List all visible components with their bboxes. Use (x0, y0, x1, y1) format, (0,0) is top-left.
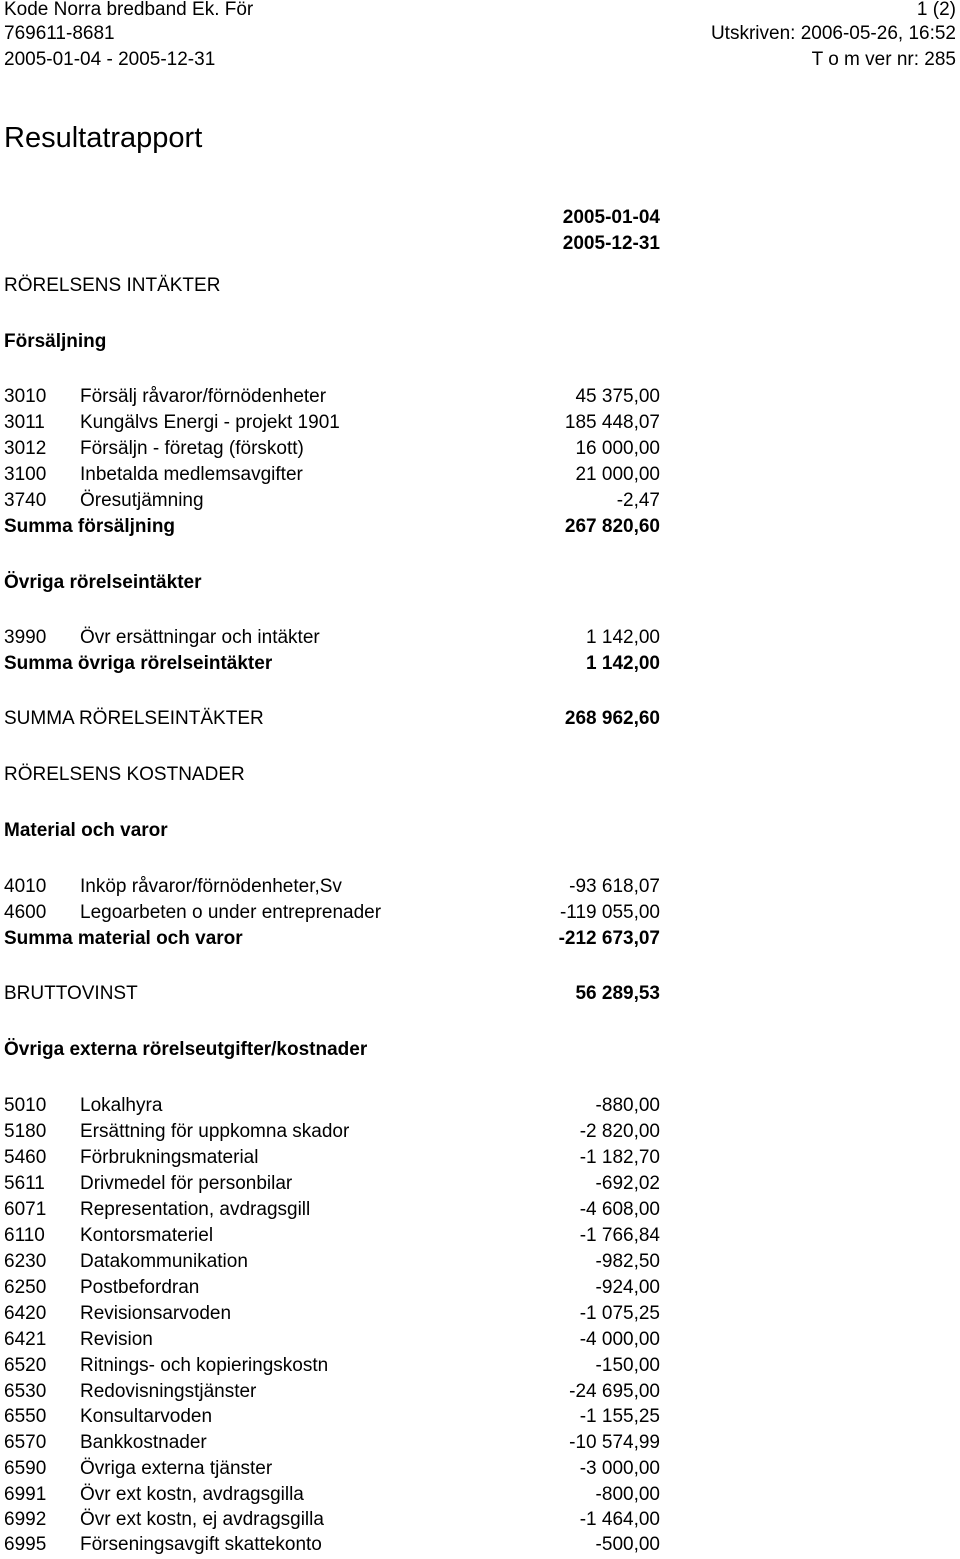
sum-label: SUMMA RÖRELSEINTÄKTER (4, 708, 264, 729)
account-value: -4 000,00 (579, 1329, 660, 1350)
table-row (4, 1301, 660, 1327)
account-value: -1 464,00 (579, 1509, 660, 1530)
table-row (4, 384, 660, 410)
printed-timestamp: Utskriven: 2006-05-26, 16:52 (710, 23, 956, 44)
account-name: Övriga externa tjänster (80, 1458, 273, 1479)
account-value: -982,50 (595, 1251, 660, 1272)
org-number: 769611-8681 (4, 23, 115, 44)
account-name: Kontorsmateriel (80, 1225, 214, 1246)
account-code: 6992 (4, 1509, 47, 1530)
account-value: -2 820,00 (579, 1121, 660, 1142)
account-value: -1 075,25 (579, 1303, 660, 1324)
account-name: Ersättning för uppkomna skador (80, 1121, 350, 1142)
account-value: -924,00 (595, 1277, 660, 1298)
account-value: -1 155,25 (579, 1406, 660, 1427)
account-code: 6995 (4, 1534, 47, 1555)
account-value: -800,00 (595, 1484, 660, 1505)
account-name: Kungälvs Energi - projekt 1901 (80, 412, 340, 433)
account-name: Övr ext kostn, ej avdragsgilla (80, 1509, 324, 1530)
account-code: 5180 (4, 1121, 47, 1142)
account-code: 5611 (4, 1173, 45, 1194)
table-row (4, 1456, 660, 1482)
sum-value: 1 142,00 (586, 653, 660, 674)
account-name: Förseningsavgift skattekonto (80, 1534, 322, 1555)
table-row (4, 900, 660, 926)
table-row (4, 1507, 660, 1533)
account-name: Övr ersättningar och intäkter (80, 627, 320, 648)
account-value: -2,47 (616, 490, 660, 511)
account-name: Inköp råvaror/förnödenheter,Sv (80, 876, 342, 897)
account-value: -150,00 (595, 1355, 660, 1376)
sum-label: Summa försäljning (4, 516, 176, 537)
account-name: Försäljn - företag (förskott) (80, 438, 304, 459)
account-name: Öresutjämning (80, 490, 204, 511)
table-row (4, 1119, 660, 1145)
section-forsaljning: Försäljning (4, 331, 107, 352)
account-name: Datakommunikation (80, 1251, 248, 1272)
table-row (4, 625, 660, 651)
sum-label: Summa övriga rörelseintäkter (4, 653, 273, 674)
section-rorelsens-kostnader: RÖRELSENS KOSTNADER (4, 764, 245, 785)
account-code: 6530 (4, 1381, 47, 1402)
account-code: 6520 (4, 1355, 47, 1376)
account-value: -3 000,00 (579, 1458, 660, 1479)
company-name: Kode Norra bredband Ek. För (4, 0, 254, 20)
report-period: 2005-01-04 - 2005-12-31 (4, 49, 216, 70)
table-row (4, 1353, 660, 1379)
table-row (4, 1430, 660, 1456)
page-number: 1 (2) (916, 0, 956, 20)
report-title: Resultatrapport (4, 122, 203, 154)
table-row (4, 1327, 660, 1353)
header-line-2 (4, 21, 956, 47)
table-row (4, 1532, 660, 1558)
summa-material-row (4, 926, 660, 952)
account-value: -880,00 (595, 1095, 660, 1116)
bruttovinst-row (4, 981, 660, 1007)
table-row (4, 874, 660, 900)
table-row (4, 1197, 660, 1223)
account-code: 3990 (4, 627, 47, 648)
table-row (4, 410, 660, 436)
account-name: Försälj råvaror/förnödenheter (80, 386, 327, 407)
account-code: 6421 (4, 1329, 47, 1350)
account-value: 185 448,07 (564, 412, 660, 433)
account-code: 3012 (4, 438, 47, 459)
account-value: -1 766,84 (579, 1225, 660, 1246)
account-name: Representation, avdragsgill (80, 1199, 311, 1220)
account-value: -119 055,00 (559, 902, 660, 923)
header-line-3 (4, 47, 956, 73)
account-name: Övr ext kostn, avdragsgilla (80, 1484, 304, 1505)
sum-value: 56 289,53 (575, 983, 660, 1004)
account-code: 6590 (4, 1458, 47, 1479)
table-row (4, 1171, 660, 1197)
table-row (4, 1093, 660, 1119)
account-code: 6230 (4, 1251, 47, 1272)
account-code: 6991 (4, 1484, 47, 1505)
section-ovriga-rorelseintakter: Övriga rörelseintäkter (4, 572, 202, 593)
account-value: -1 182,70 (579, 1147, 660, 1168)
account-code: 3100 (4, 464, 47, 485)
summa-ovriga-row (4, 651, 660, 677)
account-name: Revision (80, 1329, 153, 1350)
account-code: 4010 (4, 876, 47, 897)
table-row (4, 1223, 660, 1249)
summa-rorelseintakter-row (4, 706, 660, 732)
account-name: Ritnings- och kopieringskostn (80, 1355, 329, 1376)
table-row (4, 1249, 660, 1275)
table-row (4, 1404, 660, 1430)
summa-forsaljning-row (4, 514, 660, 540)
account-code: 6110 (4, 1225, 45, 1246)
column-date-to: 2005-12-31 (562, 233, 660, 254)
version-number: T o m ver nr: 285 (811, 49, 956, 70)
account-name: Revisionsarvoden (80, 1303, 232, 1324)
account-name: Legoarbeten o under entreprenader (80, 902, 382, 923)
account-value: 16 000,00 (575, 438, 660, 459)
table-row (4, 1482, 660, 1508)
account-value: -4 608,00 (579, 1199, 660, 1220)
account-code: 3010 (4, 386, 47, 407)
sum-label: Summa material och varor (4, 928, 243, 949)
account-code: 6420 (4, 1303, 47, 1324)
account-value: 45 375,00 (575, 386, 660, 407)
table-row (4, 1145, 660, 1171)
account-value: -24 695,00 (569, 1381, 660, 1402)
sum-value: 268 962,60 (564, 708, 660, 729)
table-row (4, 1275, 660, 1301)
account-name: Förbrukningsmaterial (80, 1147, 259, 1168)
account-name: Lokalhyra (80, 1095, 163, 1116)
sum-label: BRUTTOVINST (4, 983, 138, 1004)
account-name: Drivmedel för personbilar (80, 1173, 293, 1194)
account-value: -692,02 (595, 1173, 660, 1194)
account-code: 6250 (4, 1277, 47, 1298)
account-value: -93 618,07 (569, 876, 660, 897)
table-row (4, 488, 660, 514)
account-code: 4600 (4, 902, 47, 923)
account-name: Bankkostnader (80, 1432, 207, 1453)
section-rorelsens-intakter: RÖRELSENS INTÄKTER (4, 275, 221, 296)
column-date-from: 2005-01-04 (562, 207, 660, 228)
table-row (4, 436, 660, 462)
account-value: -10 574,99 (569, 1432, 660, 1453)
account-code: 3740 (4, 490, 47, 511)
account-code: 5010 (4, 1095, 47, 1116)
account-code: 3011 (4, 412, 45, 433)
account-code: 6550 (4, 1406, 47, 1427)
account-code: 6071 (4, 1199, 47, 1220)
account-name: Inbetalda medlemsavgifter (80, 464, 303, 485)
account-value: -500,00 (595, 1534, 660, 1555)
table-row (4, 1379, 660, 1405)
sum-value: -212 673,07 (558, 928, 660, 949)
account-code: 6570 (4, 1432, 47, 1453)
account-name: Postbefordran (80, 1277, 200, 1298)
section-ovriga-externa: Övriga externa rörelseutgifter/kostnader (4, 1039, 368, 1060)
account-name: Konsultarvoden (80, 1406, 213, 1427)
header-line-1 (4, 0, 956, 23)
account-value: 21 000,00 (575, 464, 660, 485)
account-code: 5460 (4, 1147, 47, 1168)
section-material-och-varor: Material och varor (4, 820, 168, 841)
table-row (4, 462, 660, 488)
account-name: Redovisningstjänster (80, 1381, 257, 1402)
account-value: 1 142,00 (586, 627, 660, 648)
sum-value: 267 820,60 (564, 516, 660, 537)
